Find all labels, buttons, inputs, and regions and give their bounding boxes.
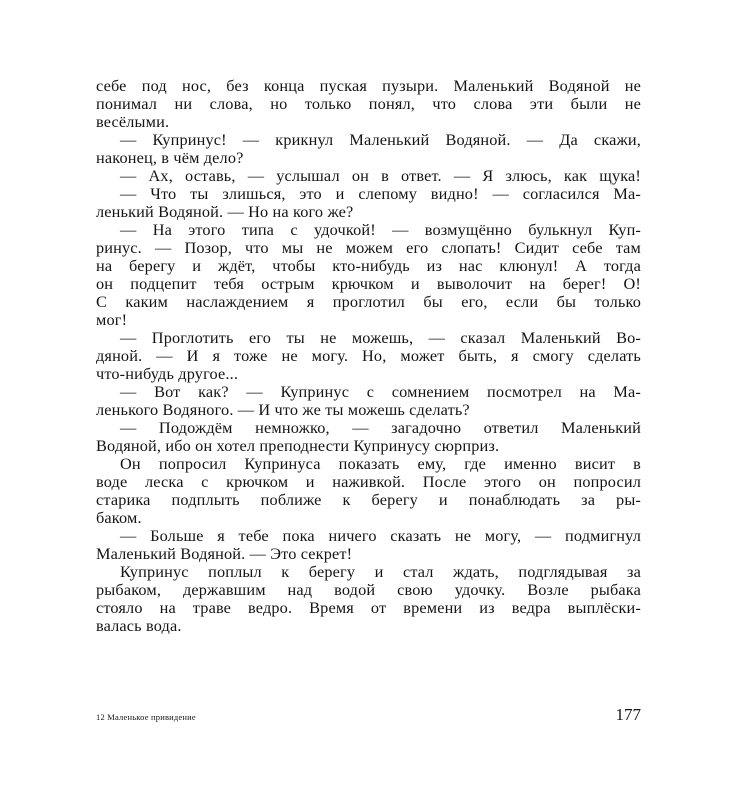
text-line: понимал ни слова, но только понял, что слова эти были не — [96, 94, 641, 113]
text-line: мог! — [96, 310, 128, 329]
text-line: он подцепит тебя острым крючком и выволочит на берег! О! — [96, 274, 641, 293]
text-line: ринус. — Позор, что мы не можем его слопать! Сидит себе там — [96, 238, 641, 257]
text-line: С каким наслаждением я проглотил бы его, если бы только — [96, 292, 641, 311]
text-line: — Купринус! — крикнул Маленький Водяной. — Да скажи, — [120, 130, 641, 149]
text-line: валась вода. — [96, 616, 182, 635]
text-line: Водяной, ибо он хотел преподнести Купринусу сюрприз. — [96, 436, 500, 455]
text-line: стояло на траве ведро. Время от времени из ведра выплёски- — [96, 598, 641, 617]
text-line: ленького Водяного. — И что же ты можешь сделать? — [96, 400, 470, 419]
page-footer — [96, 705, 641, 729]
text-line: старика подплыть поближе к берегу и понаблюдать за ры- — [96, 490, 641, 509]
text-line: на берегу и ждёт, чтобы кто-нибудь из нас клюнул! А тогда — [96, 256, 641, 275]
text-line: дяной. — И я тоже не могу. Но, может быть, я смогу сделать — [96, 346, 641, 365]
text-line: — Проглотить его ты не можешь, — сказал Маленький Во- — [120, 328, 641, 347]
text-line: весёлыми. — [96, 112, 170, 131]
text-line: Купринус поплыл к берегу и стал ждать, подглядывая за — [120, 562, 641, 581]
text-line: Маленький Водяной. — Это секрет! — [96, 544, 353, 563]
text-line: баком. — [96, 508, 142, 527]
text-line: — Больше я тебе пока ничего сказать не могу, — подмигнул — [120, 526, 641, 545]
page-number: 177 — [615, 705, 641, 724]
text-line: — Подождём немножко, — загадочно ответил Маленький — [120, 418, 641, 437]
text-line: Он попросил Купринуса показать ему, где именно висит в — [120, 454, 641, 473]
text-line: — Что ты злишься, это и слепому видно! — согласился Ма- — [120, 184, 641, 203]
text-line: — Ах, оставь, — услышал он в ответ. — Я злюсь, как щука! — [120, 166, 641, 185]
text-line: — На этого типа с удочкой! — возмущённо булькнул Куп- — [120, 220, 641, 239]
page-text — [96, 77, 641, 635]
text-line: себе под нос, без конца пуская пузыри. Маленький Водяной не — [96, 76, 641, 95]
text-line: наконец, в чём дело? — [96, 148, 244, 167]
text-line: воде леска с крючком и наживкой. После этого он попросил — [96, 472, 641, 491]
text-line: что-нибудь другое... — [96, 364, 239, 383]
text-line: — Вот как? — Купринус с сомнением посмотрел на Ма- — [120, 382, 641, 401]
text-line: рыбаком, державшим над водой свою удочку. Возле рыбака — [96, 580, 641, 599]
text-line: ленький Водяной. — Но на кого же? — [96, 202, 354, 221]
signature-mark: 12 Маленькое привидение — [96, 712, 196, 722]
